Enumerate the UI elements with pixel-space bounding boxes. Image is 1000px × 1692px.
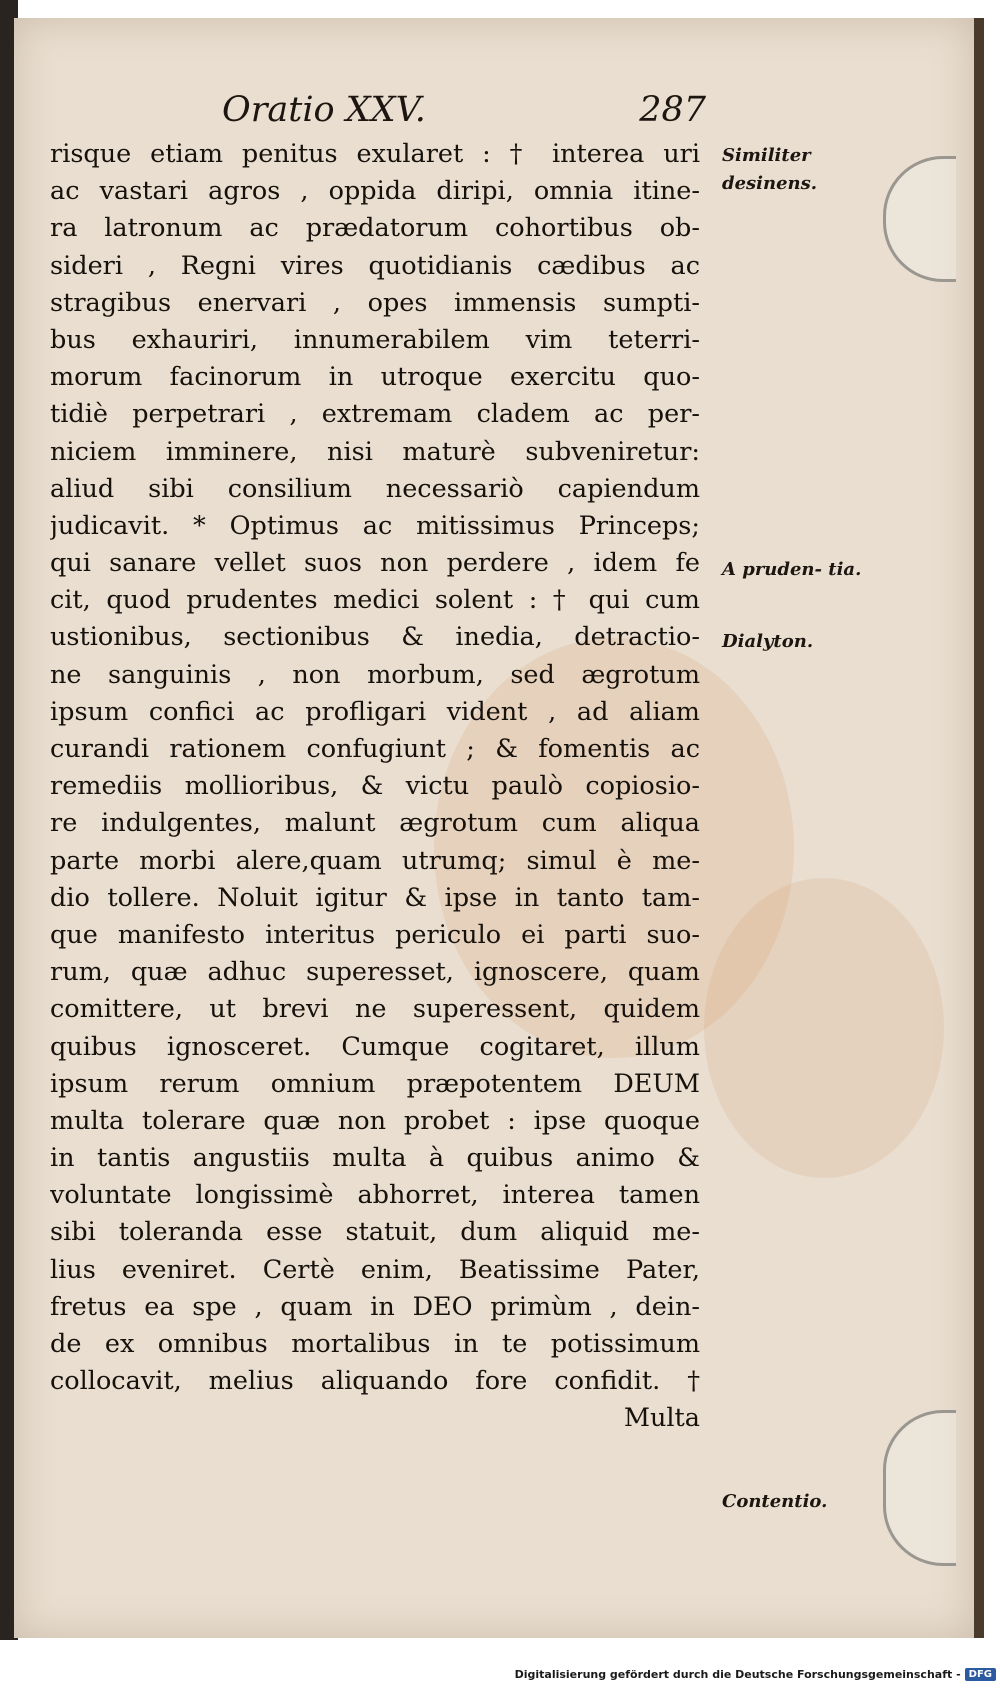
text-line: dio tollere. Noluit igitur & ipse in tanto tam- — [50, 882, 700, 913]
text-line: que manifesto interitus periculo ei parti suo- — [50, 919, 700, 950]
text-line: niciem imminere, nisi maturè subveniretur: — [50, 436, 700, 467]
text-line: voluntate longissimè abhorret, interea tamen — [50, 1180, 700, 1211]
text-line: ne sanguinis , non morbum, sed ægrotum — [50, 659, 700, 690]
digitization-credit — [515, 1664, 1000, 1684]
text-line: fretus ea spe , quam in DEO primùm , dein- — [50, 1291, 700, 1322]
text-line: bus exhauriri, innumerabilem vim teterri- — [50, 324, 700, 355]
text-line: quibus ignosceret. Cumque cogitaret, illum — [50, 1031, 700, 1062]
page-clip-top — [883, 156, 956, 282]
text-line: ac vastari agros , oppida diripi, omnia itine- — [50, 176, 700, 207]
running-title: Oratio XXV. — [222, 90, 426, 130]
text-line: in tantis angustiis multa à quibus animo & — [50, 1143, 700, 1174]
text-line: curandi rationem confugiunt ; & fomentis ac — [50, 734, 700, 764]
text-line: re indulgentes, malunt ægrotum cum aliqua — [50, 808, 700, 839]
text-line: rum, quæ adhuc superesset, ignoscere, quam — [50, 957, 700, 988]
catchword: Multa — [623, 1403, 700, 1434]
page-number: 287 — [639, 90, 706, 130]
page-header — [214, 90, 714, 140]
page-clip-bottom — [883, 1410, 956, 1566]
text-line: parte morbi alere,quam utrumq; simul è me- — [50, 845, 700, 876]
paper-stain — [704, 878, 944, 1178]
text-line: ipsum rerum omnium præpotentem DEUM — [50, 1068, 700, 1099]
text-line: collocavit, melius aliquando fore confidit. † — [50, 1366, 700, 1397]
text-line: lius eveniret. Certè enim, Beatissime Pater, — [50, 1254, 700, 1285]
dfg-logo: DFG — [965, 1668, 996, 1681]
text-line: morum facinorum in utroque exercitu quo- — [50, 362, 700, 393]
marginal-note-contentio: Contentio. — [722, 1491, 828, 1512]
text-line: ipsum confici ac profligari vident , ad aliam — [50, 696, 700, 727]
text-line: cit, quod prudentes medici solent : † qui cum — [50, 585, 700, 616]
text-line: tidiè perpetrari , extremam cladem ac per- — [50, 399, 700, 430]
text-line: aliud sibi consilium necessariò capiendum — [50, 473, 700, 504]
text-line: risque etiam penitus exularet : † interea uri — [50, 139, 700, 169]
text-line: comittere, ut brevi ne superessent, quidem — [50, 994, 700, 1025]
text-line: qui sanare vellet suos non perdere , idem fe — [50, 548, 700, 579]
text-line: ra latronum ac prædatorum cohortibus ob- — [50, 213, 700, 244]
credit-text: Digitalisierung gefördert durch die Deutsche Forschungsgemeinschaft - — [514, 1667, 961, 1681]
text-line: remediis mollioribus, & victu paulò copiosio- — [50, 771, 700, 802]
text-line: de ex omnibus mortalibus in te potissimum — [50, 1329, 700, 1359]
text-line: sideri , Regni vires quotidianis cædibus ac — [50, 250, 700, 281]
marginal-note-similiter-desinens: Similiter desinens. — [722, 145, 818, 194]
marginal-note-a-prudentia: A pruden- tia. — [722, 559, 862, 580]
book-page — [14, 18, 984, 1638]
body-text — [50, 136, 700, 1438]
text-line: stragibus enervari , opes immensis sumpti- — [50, 287, 700, 318]
text-line: ustionibus, sectionibus & inedia, detractio- — [50, 622, 700, 653]
text-line: judicavit. * Optimus ac mitissimus Princeps; — [50, 510, 700, 541]
text-line: multa tolerare quæ non probet : ipse quoque — [50, 1105, 700, 1136]
text-line: sibi toleranda esse statuit, dum aliquid me- — [50, 1217, 700, 1248]
marginal-note-dialyton: Dialyton. — [722, 631, 814, 652]
